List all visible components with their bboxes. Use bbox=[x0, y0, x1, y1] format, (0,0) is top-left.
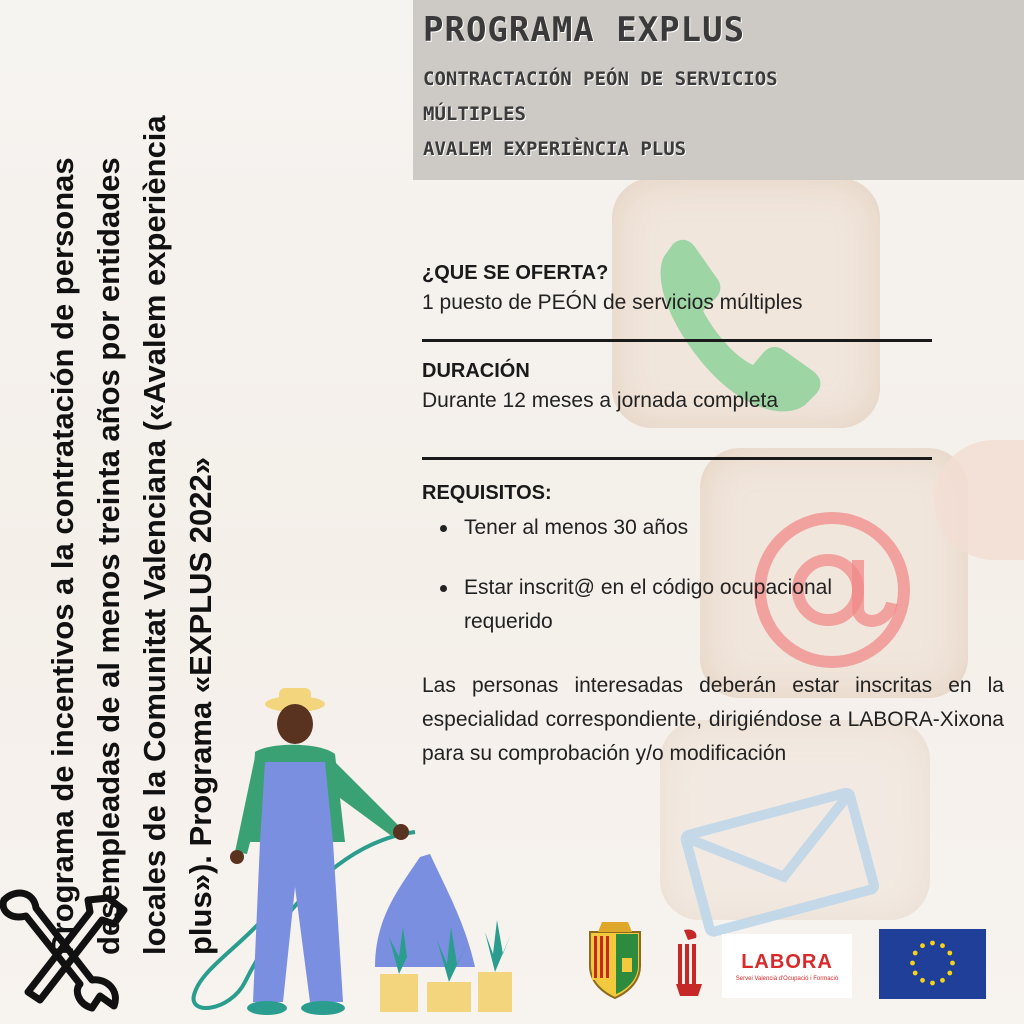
offer-text: 1 puesto de PEÓN de servicios múltiples bbox=[422, 291, 803, 314]
divider bbox=[422, 339, 932, 342]
header-subtitle-line-3: AVALEM EXPERIÈNCIA PLUS bbox=[423, 138, 687, 160]
gardener-illustration bbox=[175, 682, 520, 1024]
header-subtitle-line-2: MÚLTIPLES bbox=[423, 103, 526, 125]
requirements-label: REQUISITOS: bbox=[422, 482, 552, 504]
program-title: PROGRAMA EXPLUS bbox=[423, 10, 746, 50]
offer-label: ¿QUE SE OFERTA? bbox=[422, 262, 609, 284]
municipal-shield-logo bbox=[584, 918, 646, 1000]
header-box bbox=[413, 0, 1024, 180]
tools-icon bbox=[0, 880, 135, 1020]
program-description: Programa de incentivos a la contratación de personas desempleadas de al menos treinta años por entidades locales de la Comunitat Valenciana («Avalem experiència plus»). Programa «EXPLUS 2022» bbox=[45, 115, 218, 955]
eu-flag-logo bbox=[879, 929, 986, 999]
duration-text: Durante 12 meses a jornada completa bbox=[422, 389, 779, 412]
eu-stars-icon bbox=[879, 929, 986, 999]
application-note: Las personas interesadas deberán estar inscritas en la especialidad correspondiente, dirigiéndose a LABORA-Xixona para su comprobación y/o modificación bbox=[422, 674, 1004, 765]
duration-label: DURACIÓN bbox=[422, 360, 530, 382]
requirements-list bbox=[422, 511, 1012, 639]
envelope-icon bbox=[675, 788, 880, 938]
divider bbox=[422, 457, 932, 460]
list-item: Estar inscrit@ en el código ocupacional requerido bbox=[422, 571, 922, 639]
list-item: Tener al menos 30 años bbox=[422, 511, 1012, 545]
header-subtitle-line-1: CONTRACTACIÓN PEÓN DE SERVICIOS bbox=[423, 68, 778, 90]
labora-name: LABORA bbox=[741, 950, 833, 973]
generalitat-logo bbox=[668, 926, 710, 998]
labora-tagline: Servei Valencià d'Ocupació i Formació bbox=[735, 975, 839, 982]
labora-logo bbox=[722, 934, 852, 998]
